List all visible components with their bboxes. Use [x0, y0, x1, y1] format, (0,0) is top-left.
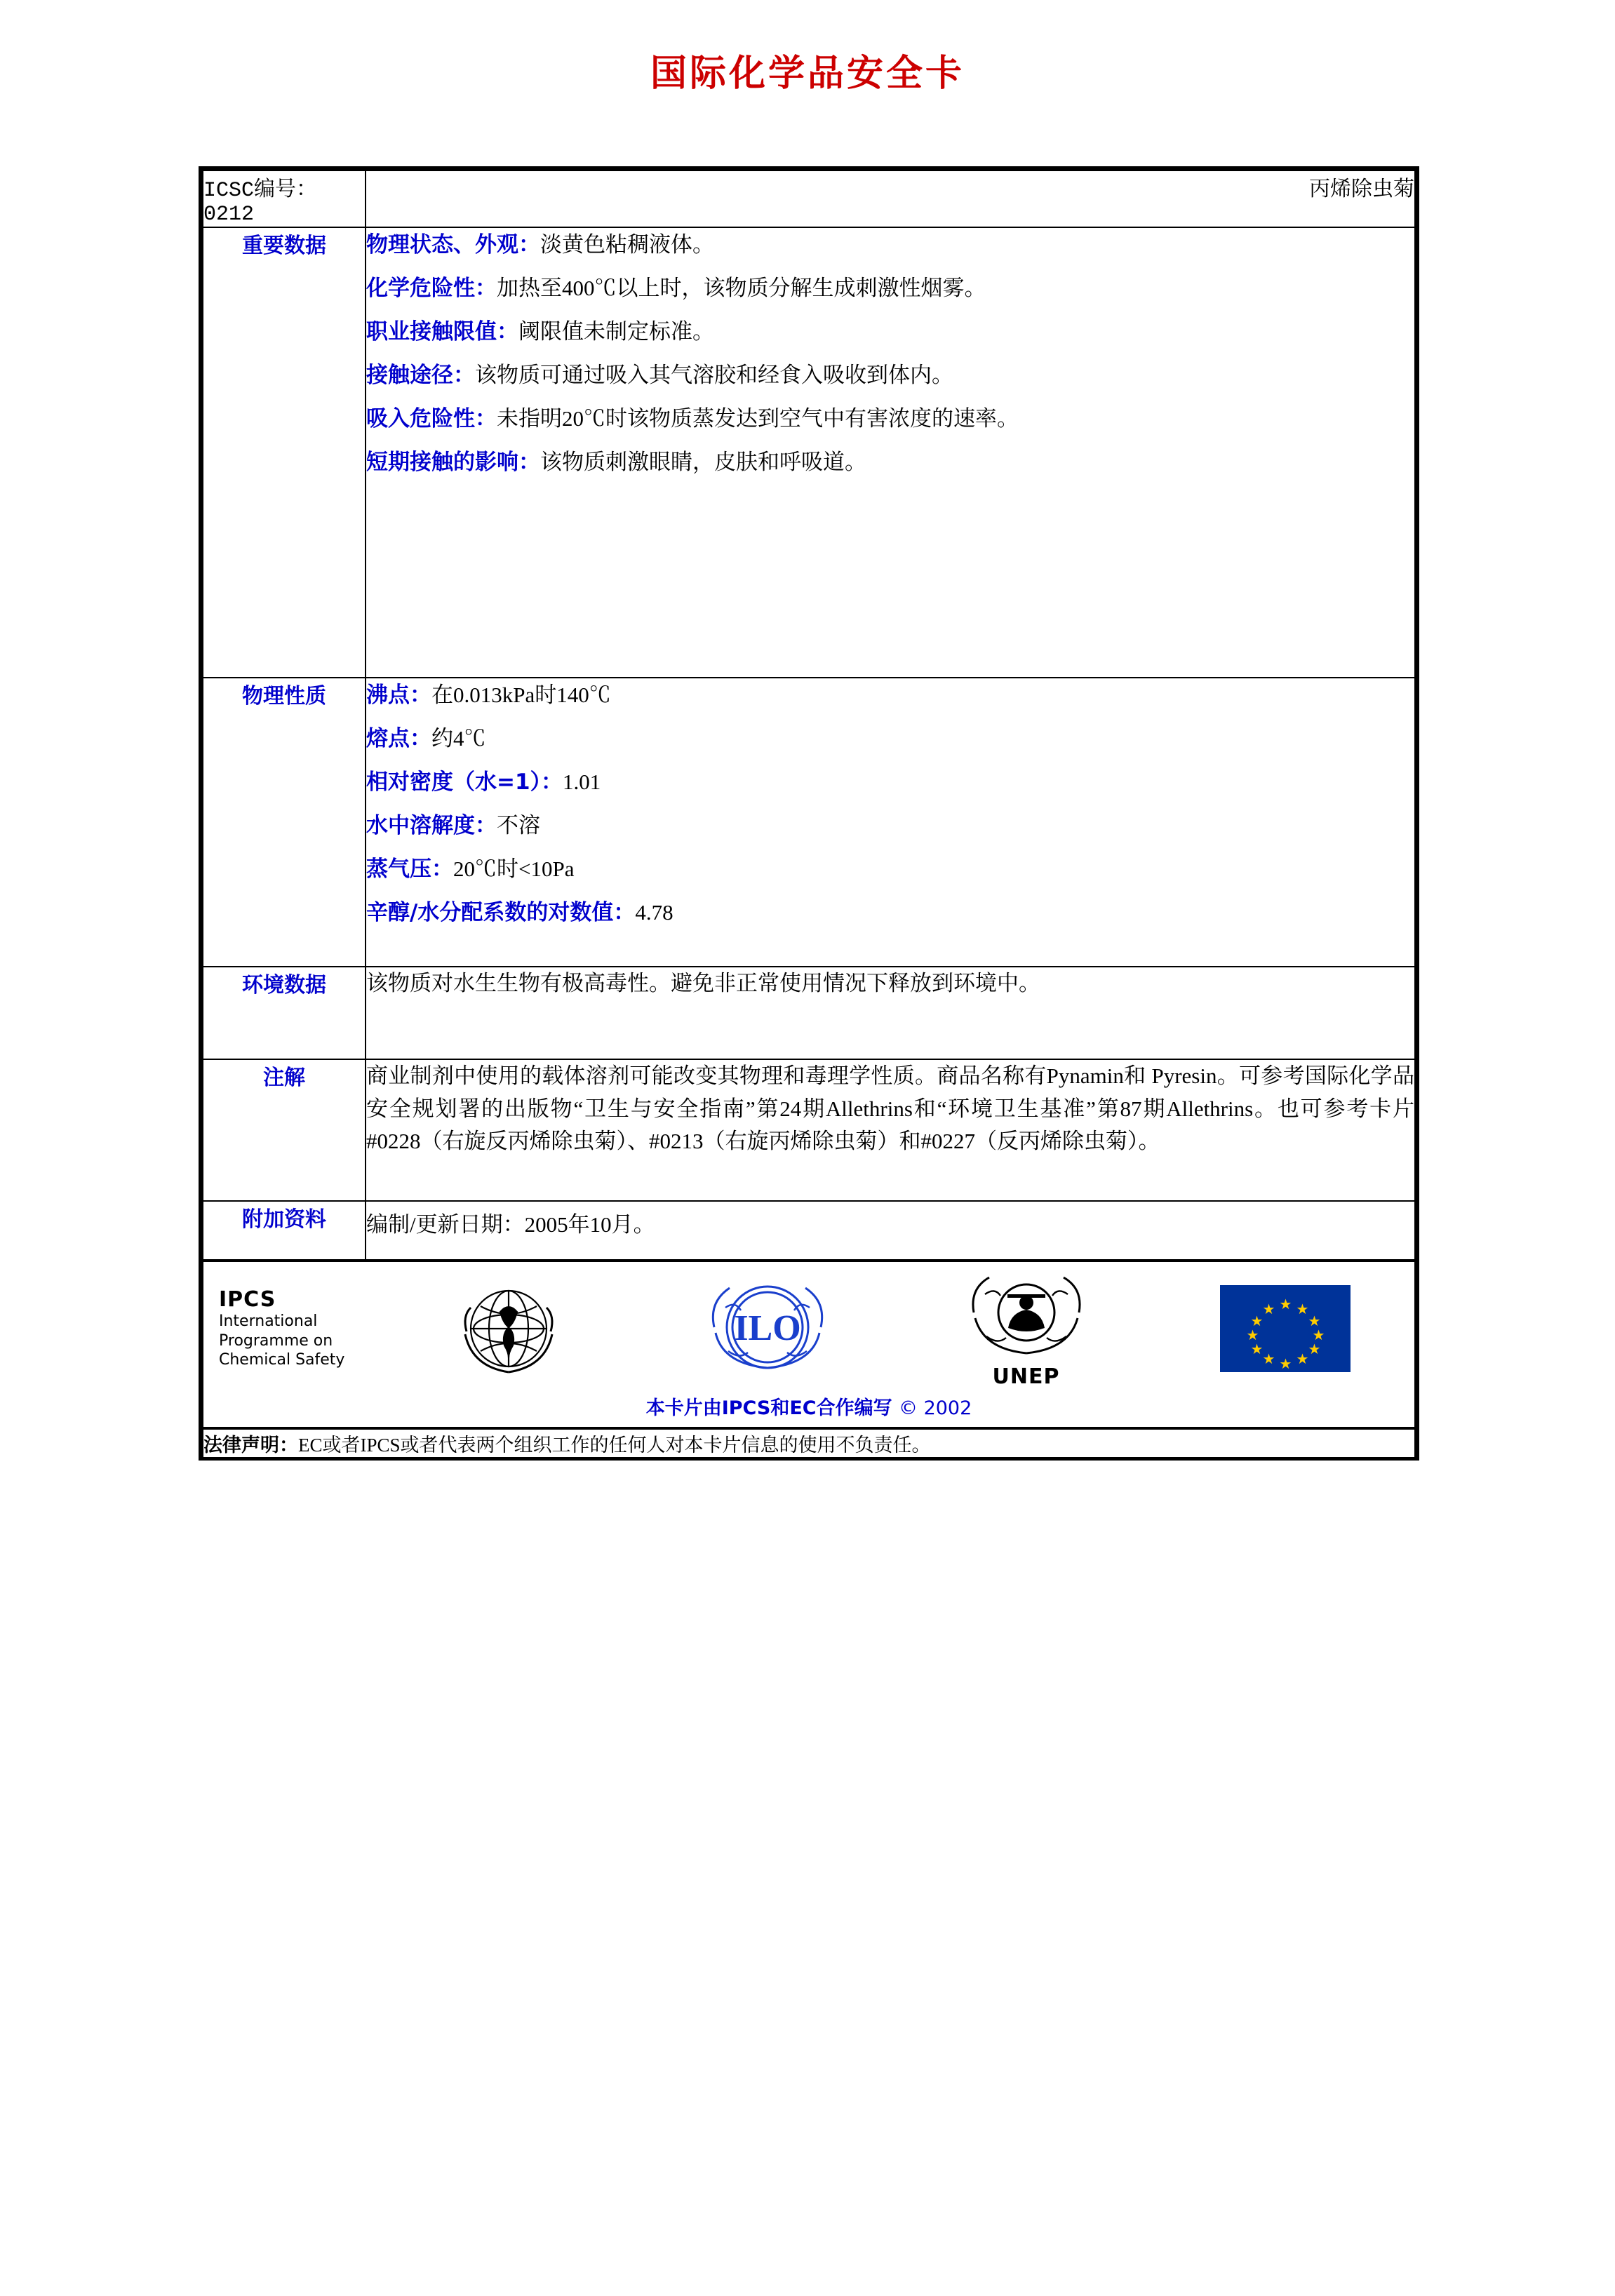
additional-info-row — [203, 1201, 1415, 1261]
icsc-number-cell — [203, 170, 366, 227]
physical-properties-content — [366, 678, 1415, 967]
ipcs-fullname-line2: Programme on — [219, 1331, 333, 1350]
phys-item-key: 熔点： — [366, 726, 431, 752]
phys-item-vapour-pressure — [366, 852, 1414, 886]
physical-properties-label: 物理性质 — [203, 678, 366, 967]
important-data-label: 重要数据 — [203, 227, 366, 678]
unep-logo — [953, 1269, 1100, 1367]
notes-content — [366, 1059, 1415, 1201]
eu-flag-slot — [1155, 1285, 1414, 1372]
ilo-logo-text: ILO — [733, 1308, 801, 1348]
legal-row — [203, 1428, 1415, 1457]
phys-item-value: 在0.013kPa时140℃ — [431, 683, 611, 707]
who-logo-slot — [379, 1273, 638, 1385]
eu-flag: ★ ★ ★ ★ ★ ★ ★ ★ ★ ★ ★ ★ — [1220, 1285, 1351, 1372]
document-page — [0, 43, 1615, 2296]
data-item-key: 短期接触的影响： — [366, 450, 540, 476]
substance-name-cell — [366, 170, 1415, 227]
footer-logos-row — [203, 1261, 1415, 1428]
important-data-content — [366, 227, 1415, 678]
physical-properties-row — [203, 678, 1415, 967]
substance-name: 丙烯除虫菊 — [1309, 177, 1414, 201]
phys-item-key: 辛醇/水分配系数的对数值： — [366, 900, 636, 926]
data-item-value: 该物质可通过吸入其气溶胶和经食入吸收到体内。 — [475, 363, 953, 388]
data-item-key: 化学危险性： — [366, 276, 497, 302]
notes-text: 商业制剂中使用的载体溶剂可能改变其物理和毒理学性质。商品名称有Pynamin和 Pyresin。可参考国际化学品安全规划署的出版物“卫生与安全指南”第24期Allethrins和“环境卫生基准”第87期Allethrins。也可参考卡片#0228（右旋反丙烯除虫菊）、#0213（右旋丙烯除虫菊）和#0227（反丙烯除虫菊）。 — [366, 1063, 1414, 1153]
additional-info-content — [366, 1201, 1415, 1261]
notes-row — [203, 1059, 1415, 1201]
phys-item-value: 约4℃ — [431, 726, 486, 751]
phys-item-value: 4.78 — [635, 900, 674, 925]
ilo-logo-slot — [638, 1273, 897, 1385]
environmental-data-content — [366, 967, 1415, 1059]
phys-item-value: 20℃时<10Pa — [453, 857, 575, 882]
phys-item-logpow — [366, 896, 1414, 929]
ipcs-acronym: IPCS — [219, 1287, 276, 1313]
ilo-logo — [697, 1273, 838, 1385]
phys-item-key: 沸点： — [366, 683, 431, 708]
ipcs-fullname-line1: International — [219, 1313, 318, 1331]
data-item-value: 阈限值未制定标准。 — [518, 319, 714, 344]
footer-credit-copyright: © 2002 — [898, 1397, 972, 1419]
who-logo — [453, 1273, 565, 1385]
data-item-key: 吸入危险性： — [366, 406, 497, 432]
environmental-data-row — [203, 967, 1415, 1059]
phys-item-key: 蒸气压： — [366, 857, 453, 882]
environmental-data-text: 该物质对水生生物有极高毒性。避免非正常使用情况下释放到环境中。 — [366, 971, 1040, 995]
icsc-number-label: ICSC编号： — [203, 179, 318, 203]
page-title: 国际化学品安全卡 — [650, 53, 965, 95]
data-item-routes-of-exposure — [366, 358, 1414, 392]
unep-logo-slot — [897, 1269, 1155, 1389]
data-item-value: 该物质刺激眼睛，皮肤和呼吸道。 — [540, 450, 866, 475]
data-item-value: 加热至400℃以上时，该物质分解生成刺激性烟雾。 — [497, 276, 986, 301]
additional-info-text: 编制/更新日期：2005年10月。 — [366, 1212, 655, 1237]
icsc-card — [199, 166, 1419, 1461]
data-item-chemical-hazards — [366, 271, 1414, 305]
legal-notice — [203, 1428, 1415, 1457]
additional-info-label: 附加资料 — [203, 1201, 366, 1261]
important-data-row — [203, 227, 1415, 678]
phys-item-value: 1.01 — [563, 770, 601, 795]
data-item-inhalation-risk — [366, 402, 1414, 436]
legal-notice-text: EC或者IPCS或者代表两个组织工作的任何人对本卡片信息的使用不负责任。 — [298, 1435, 931, 1456]
phys-item-melting-point — [366, 722, 1414, 756]
data-item-short-term-effects — [366, 445, 1414, 479]
icsc-number-value: 0212 — [203, 203, 255, 227]
environmental-data-label: 环境数据 — [203, 967, 366, 1059]
card-header-row — [203, 170, 1415, 227]
icsc-table — [202, 170, 1416, 1457]
footer-logos-cell — [203, 1261, 1415, 1428]
notes-label: 注解 — [203, 1059, 366, 1201]
unep-logo-caption: UNEP — [992, 1364, 1060, 1389]
data-item-value: 未指明20℃时该物质蒸发达到空气中有害浓度的速率。 — [497, 406, 1019, 431]
phys-item-key: 相对密度（水=1）： — [366, 770, 563, 795]
phys-item-key: 水中溶解度： — [366, 813, 497, 839]
phys-item-value: 不溶 — [497, 813, 540, 838]
footer-credit — [203, 1391, 1414, 1427]
footer-credit-text: 本卡片由IPCS和EC合作编写 — [645, 1397, 892, 1419]
phys-item-boiling-point — [366, 678, 1414, 712]
phys-item-relative-density — [366, 765, 1414, 799]
logo-bar — [203, 1262, 1414, 1391]
data-item-occupational-limits — [366, 315, 1414, 349]
data-item-key: 职业接触限值： — [366, 319, 518, 345]
data-item-key: 接触途径： — [366, 363, 475, 389]
data-item-value: 淡黄色粘稠液体。 — [540, 232, 714, 257]
data-item-key: 物理状态、外观： — [366, 232, 540, 257]
ipcs-wordmark — [203, 1287, 379, 1370]
legal-notice-label: 法律声明： — [203, 1435, 298, 1456]
phys-item-water-solubility — [366, 809, 1414, 842]
ipcs-fullname-line3: Chemical Safety — [219, 1351, 345, 1369]
data-item-physical-state — [366, 228, 1414, 262]
